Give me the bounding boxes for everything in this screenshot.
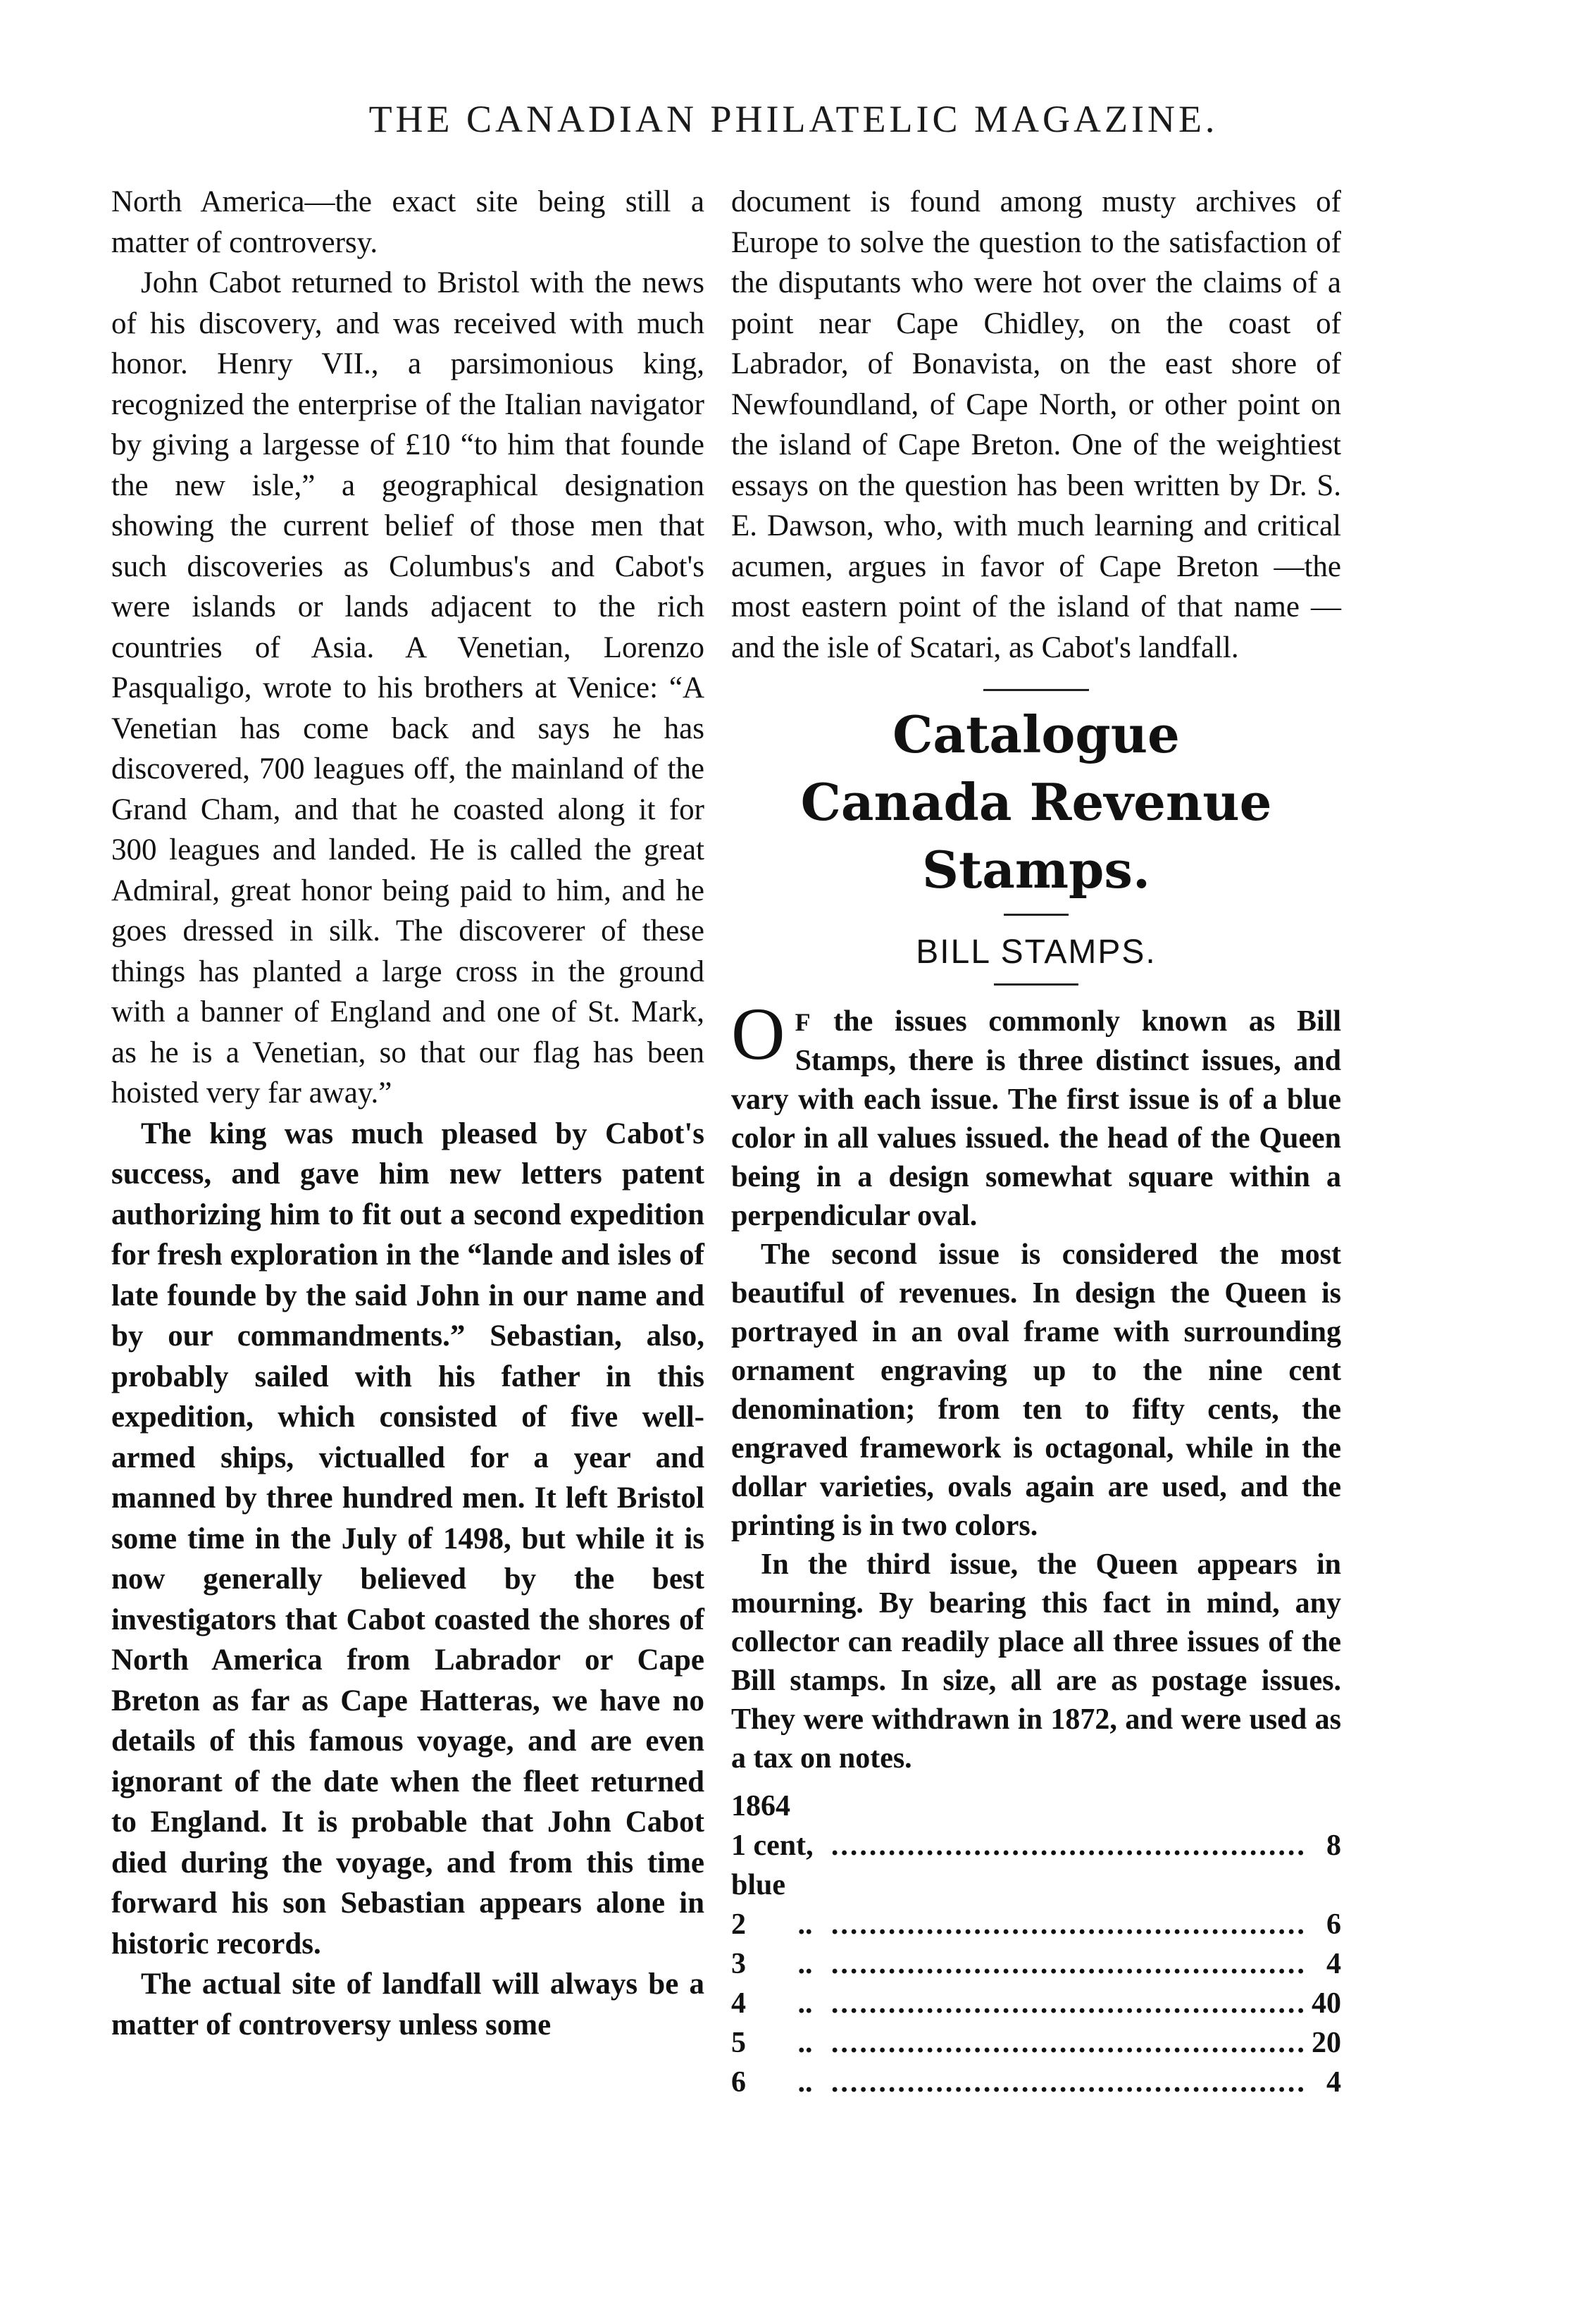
row-label: 2 ..	[731, 1908, 813, 1941]
paragraph: In the third issue, the Queen appears in mourning. By bearing this fact in mind, any collector can readily place all three issues of the Bill stamps. In size, all are as postage issues. They were withdrawn in 1872, and were used as a tax on notes.	[731, 1548, 1341, 1775]
table-row	[731, 1826, 1341, 1905]
row-label: 3 ..	[731, 1948, 813, 1980]
first-word: F	[795, 1008, 812, 1036]
table-row	[731, 1905, 1341, 1944]
table-row	[731, 1984, 1341, 2023]
leader-dots: ..................................................	[830, 1948, 1307, 1980]
row-label: 4 ..	[731, 1987, 813, 2020]
catalogue-subtitle: Canada Revenue Stamps.	[800, 772, 1272, 900]
drop-cap: O	[731, 993, 785, 1075]
paragraph	[731, 993, 1341, 1236]
leader-dots: ..................................................	[830, 1908, 1307, 1941]
row-label: 5 ..	[731, 2027, 813, 2059]
paragraph: The second issue is considered the most beautiful of revenues. In design the Queen is portrayed in an oval frame with surrounding ornament engraving up to the nine cent denomination; from ten to fifty cents, the engraved framework is octagonal, while in the dollar varieties, ovals again are used, and the printing is in two colors.	[731, 1238, 1341, 1542]
leader-dots: ..................................................	[830, 1987, 1307, 2020]
section-heading: BILL STAMPS.	[916, 933, 1157, 971]
table-row	[731, 2063, 1341, 2102]
row-value: 20	[1312, 2027, 1341, 2059]
divider	[994, 983, 1078, 986]
row-value: 4	[1326, 2066, 1341, 2099]
row-value: 6	[1326, 1908, 1341, 1941]
divider	[1004, 914, 1069, 916]
paragraph: document is found among musty archives of Europe to solve the question to the satisfaction of the disputants who were hot over the claims of a point near Cape Chidley, on the coast of Labrador, of Bonavista, on the east shore of Newfoundland, of Cape North, or other point on the island of Cape Breton. One of the weightiest essays on the question has been written by Dr. S. E. Dawson, who, with much learning and critical acumen, argues in favor of Cape Breton —the most eastern point of the island of that name —and the isle of Scatari, as Cabot's landfall.	[731, 185, 1341, 664]
row-value: 4	[1326, 1948, 1341, 1980]
row-label: 1 cent, blue	[731, 1829, 814, 1901]
leader-dots: ..................................................	[830, 1829, 1307, 1862]
row-label: 6 ..	[731, 2066, 813, 2099]
table-row	[731, 1944, 1341, 1984]
paragraph: The king was much pleased by Cabot's success, and gave him new letters patent authorizing him to fit out a second expedition for fresh exploration in the “lande and isles of late founde by the said John in our name and by our commandments.” Sebastian, also, probably sailed with his father in this expedition, which consisted of five well-armed ships, victualled for a year and manned by three hundred men. It left Bristol some time in the July of 1498, but while it is now generally believed by the best investigators that Cabot coasted the shores of North America from Labrador or Cape Breton as far as Cape Hatteras, we have no details of this famous voyage, and are even ignorant of the date when the fleet returned to England. It is probable that John Cabot died during the voyage, and from this time forward his son Sebastian appears alone in historic records.	[111, 1117, 704, 1961]
paragraph: John Cabot returned to Bristol with the news of his discovery, and was received with much honor. Henry VII., a parsimonious king, recognized the enterprise of the Italian navigator by giving a largesse of £10 “to him that founde the new isle,” a geographical designation showing the current belief of those men that such discoveries as Columbus's and Cabot's were islands or lands adjacent to the rich countries of Asia. A Venetian, Lorenzo Pasqualigo, wrote to his brothers at Venice: “A Venetian has come back and says he has discovered, 700 leagues off, the mainland of the Grand Cham, and that he coasted along it for 300 leagues and landed. He is called the great Admiral, great honor being paid to him, and he goes dressed in silk. The discoverer of these things has planted a large cross in the ground with a banner of England and one of St. Mark, as he is a Venetian, so that our flag has been hoisted very far away.”	[111, 266, 704, 1110]
paragraph: The actual site of landfall will always be a matter of controversy unless some	[111, 1968, 704, 2042]
leader-dots: ..................................................	[830, 2027, 1307, 2059]
left-column	[111, 182, 704, 2045]
price-table	[731, 1826, 1341, 2102]
leader-dots: ..................................................	[830, 2066, 1307, 2099]
paragraph-text: the issues commonly known as Bill Stamps, there is three distinct issues, and vary with each issue. The first issue is of a blue color in all values issued. the head of the Queen being in a design somewhat square within a perpendicular oval.	[731, 1005, 1341, 1232]
running-header: THE CANADIAN PHILATELIC MAGAZINE.	[368, 98, 1219, 140]
right-column	[731, 182, 1341, 2102]
table-year: 1864	[731, 1790, 790, 1822]
divider	[983, 689, 1089, 691]
row-value: 40	[1312, 1987, 1341, 2020]
paragraph: North America—the exact site being still a matter of controversy.	[111, 185, 704, 259]
row-value: 8	[1326, 1829, 1341, 1862]
table-row	[731, 2023, 1341, 2063]
catalogue-title: Catalogue	[892, 704, 1180, 764]
